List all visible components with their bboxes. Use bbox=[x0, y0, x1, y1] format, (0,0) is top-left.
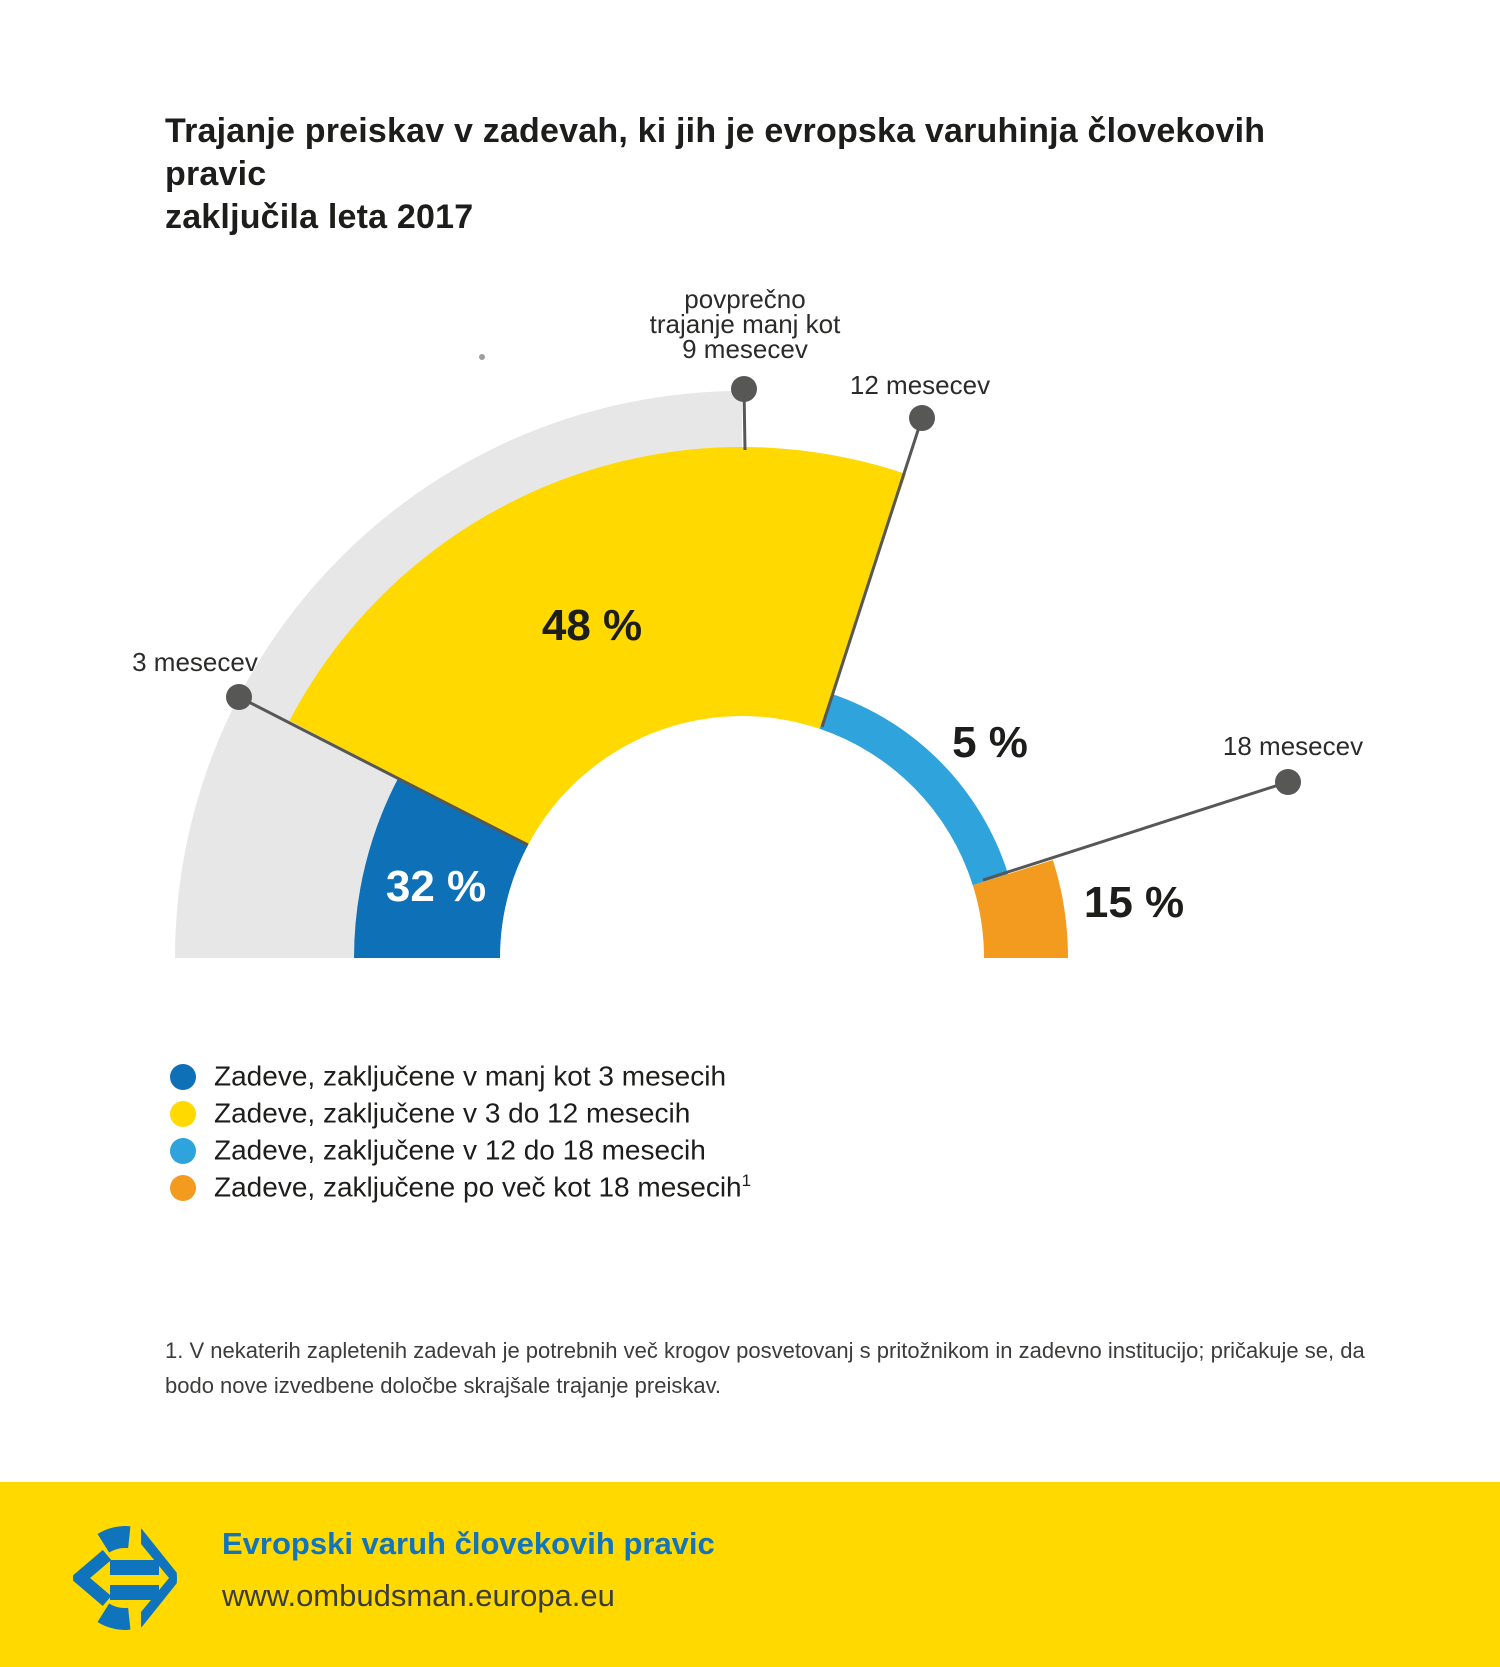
logo-bottom-arc bbox=[103, 1613, 129, 1619]
legend-label: Zadeve, zaključene po več kot 18 mesecih$^1$ bbox=[214, 1171, 752, 1203]
legend-item-more-than-18-months bbox=[170, 1169, 751, 1206]
logo-left-chevron bbox=[80, 1555, 107, 1601]
footer-website-link[interactable]: www.ombudsman.europa.eu bbox=[222, 1578, 615, 1613]
marker-dot-2 bbox=[909, 405, 935, 431]
logo-e-bar-bottom bbox=[110, 1585, 159, 1600]
segment-value-label-0: 32 % bbox=[385, 862, 487, 911]
chart-legend bbox=[170, 1058, 751, 1206]
page-title-line-2: zaključila leta 2017 bbox=[165, 198, 474, 236]
marker-label-1-line-2: 9 mesecev bbox=[682, 334, 808, 364]
legend-footnote-ref: 1 bbox=[741, 1171, 752, 1191]
segment-value-label-3: 15 % bbox=[1083, 878, 1185, 927]
legend-label: Zadeve, zaključene v 3 do 12 mesecih bbox=[214, 1097, 691, 1129]
logo-glyph bbox=[80, 1528, 181, 1628]
marker-label-1-line-1: trajanje manj kot bbox=[649, 309, 841, 339]
stray-dot bbox=[479, 354, 485, 360]
legend-label: Zadeve, zaključene v manj kot 3 mesecih bbox=[214, 1060, 727, 1092]
legend-item-less-than-3-months bbox=[170, 1058, 751, 1095]
marker-leader-line-3 bbox=[983, 782, 1288, 880]
marker-dot-3 bbox=[1275, 769, 1301, 795]
legend-dot-lightblue bbox=[170, 1138, 196, 1164]
legend-dot-yellow bbox=[170, 1101, 196, 1127]
european-ombudsman-logo-icon bbox=[67, 1520, 183, 1636]
footer-band bbox=[0, 1482, 1500, 1667]
legend-dot-blue bbox=[170, 1064, 196, 1090]
legend-dot-orange bbox=[170, 1175, 196, 1201]
legend-item-3-to-12-months bbox=[170, 1095, 751, 1132]
marker-label-0-line-0: 3 mesecev bbox=[132, 647, 258, 677]
marker-dot-1 bbox=[731, 376, 757, 402]
logo-e-bar-top bbox=[110, 1560, 159, 1575]
segment-value-label-1: 48 % bbox=[541, 601, 643, 650]
footnote: 1. V nekaterih zapletenih zadevah je potrebnih več krogov posvetovanj s pritožnikom in zadevno institucijo; pričakuje se, da bodo nove izvedbene določbe skrajšale trajanje preiskav. bbox=[165, 1338, 1365, 1398]
footer-org-name: Evropski varuh človekovih pravic bbox=[222, 1526, 715, 1561]
marker-label-3-line-0: 18 mesecev bbox=[1222, 731, 1364, 761]
logo-right-arrow bbox=[141, 1528, 181, 1628]
legend-label: Zadeve, zaključene v 12 do 18 mesecih bbox=[214, 1134, 706, 1166]
legend-item-12-to-18-months bbox=[170, 1132, 751, 1169]
marker-dot-0 bbox=[226, 684, 252, 710]
marker-label-1-line-0: povprečno bbox=[684, 284, 806, 314]
logo-top-arc bbox=[103, 1537, 129, 1543]
marker-label-2-line-0: 12 mesecev bbox=[849, 370, 991, 400]
page-title-line-1: Trajanje preiskav v zadevah, ki jih je evropska varuhinja človekovih pravic bbox=[165, 112, 1266, 193]
segment-value-label-2: 5 % bbox=[952, 718, 1028, 767]
